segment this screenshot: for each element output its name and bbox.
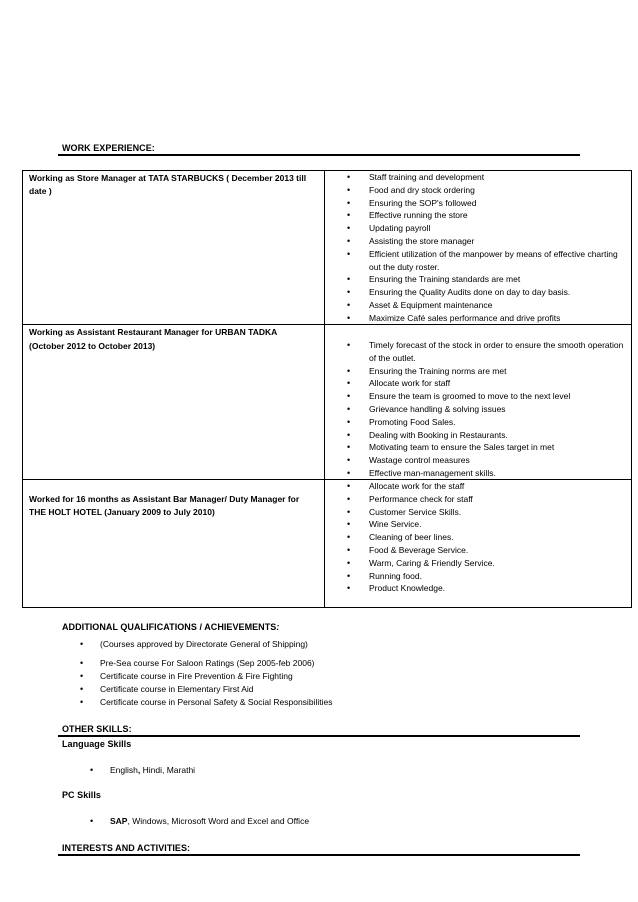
list-item: • Ensure the team is groomed to move to the next level <box>345 390 625 403</box>
list-item: • Food and dry stock ordering <box>345 184 625 197</box>
list-item: • Certificate course in Elementary First Aid <box>80 683 580 696</box>
additional-heading-colon: : <box>276 622 280 632</box>
list-item: • Motivating team to ensure the Sales target in met <box>345 441 625 454</box>
list-item: • Allocate work for the staff <box>345 480 625 493</box>
language-separator: , <box>137 765 141 775</box>
list-item: • Certificate course in Fire Prevention & Fire Fighting <box>80 670 580 683</box>
qualification-note-list <box>80 638 580 651</box>
additional-heading-text: ADDITIONAL QUALIFICATIONS / ACHIEVEMENTS <box>62 622 277 632</box>
list-item <box>90 815 590 828</box>
list-item: • Asset & Equipment maintenance <box>345 299 625 312</box>
list-item: • Pre-Sea course For Saloon Ratings (Sep 2005-feb 2006) <box>80 657 580 670</box>
job-title-urban-tadka: Working as Assistant Restaurant Manager for URBAN TADKA <box>29 327 278 337</box>
other-skills-heading: OTHER SKILLS: <box>62 724 132 734</box>
job-duties-starbucks <box>345 171 625 325</box>
table-column-divider <box>324 170 325 608</box>
list-item: • Wine Service. <box>345 518 625 531</box>
list-item: • Updating payroll <box>345 222 625 235</box>
job-title-starbucks: Working as Store Manager at TATA STARBUCKS ( December 2013 till date ) <box>29 173 307 196</box>
list-item: • Product Knowledge. <box>345 582 625 595</box>
list-item: • Running food. <box>345 570 625 583</box>
job-duties-urban-tadka <box>345 339 625 480</box>
language-english: English <box>110 765 138 775</box>
list-item: • Timely forecast of the stock in order to ensure the smooth operation of the outlet. <box>345 339 625 365</box>
list-item: • Certificate course in Personal Safety & Social Responsibilities <box>80 696 580 709</box>
pc-skill-sap: SAP <box>110 816 128 826</box>
list-item: • Effective man-management skills. <box>345 467 625 480</box>
list-item: • Allocate work for staff <box>345 377 625 390</box>
list-item: • Maximize Café sales performance and drive profits <box>345 312 625 325</box>
list-item: • Assisting the store manager <box>345 235 625 248</box>
list-item: • Cleaning of beer lines. <box>345 531 625 544</box>
language-others: Hindi, Marathi <box>140 765 196 775</box>
list-item: • Wastage control measures <box>345 454 625 467</box>
interests-heading: INTERESTS AND ACTIVITIES: <box>62 843 191 853</box>
list-item: • Dealing with Booking in Restaurants. <box>345 429 625 442</box>
list-item: • Warm, Caring & Friendly Service. <box>345 557 625 570</box>
list-item: • Grievance handling & solving issues <box>345 403 625 416</box>
heading-rule <box>58 854 580 856</box>
list-item: • Customer Service Skills. <box>345 506 625 519</box>
list-item: • Ensuring the SOP's followed <box>345 197 625 210</box>
pc-skill-rest: , Windows, Microsoft Word and Excel and Office <box>127 816 310 826</box>
heading-rule <box>58 735 580 737</box>
list-item: • Ensuring the Training standards are met <box>345 273 625 286</box>
additional-qualifications-heading <box>62 622 279 632</box>
qualifications-list <box>80 657 580 709</box>
list-item: • (Courses approved by Directorate General of Shipping) <box>80 638 580 651</box>
list-item: • Promoting Food Sales. <box>345 416 625 429</box>
job-duties-holt-hotel <box>345 480 625 595</box>
pc-skills-list <box>90 815 590 828</box>
pc-skills-heading: PC Skills <box>62 790 101 800</box>
list-item: • Effective running the store <box>345 209 625 222</box>
work-experience-heading: WORK EXPERIENCE: <box>62 143 155 153</box>
job-title-holt-hotel: Worked for 16 months as Assistant Bar Manager/ Duty Manager for THE HOLT HOTEL (January 2009 to July 2010) <box>29 494 300 517</box>
list-item: • Efficient utilization of the manpower by means of effective charting out the duty roster. <box>345 248 625 274</box>
list-item: • Ensuring the Training norms are met <box>345 365 625 378</box>
list-item: • Performance check for staff <box>345 493 625 506</box>
list-item: • Food & Beverage Service. <box>345 544 625 557</box>
job-dates-urban-tadka: (October 2012 to October 2013) <box>29 341 156 351</box>
list-item <box>90 764 590 777</box>
heading-rule <box>58 154 580 156</box>
list-item: • Ensuring the Quality Audits done on day to day basis. <box>345 286 625 299</box>
language-skills-heading: Language Skills <box>62 739 132 749</box>
language-list <box>90 764 590 777</box>
list-item: • Staff training and development <box>345 171 625 184</box>
